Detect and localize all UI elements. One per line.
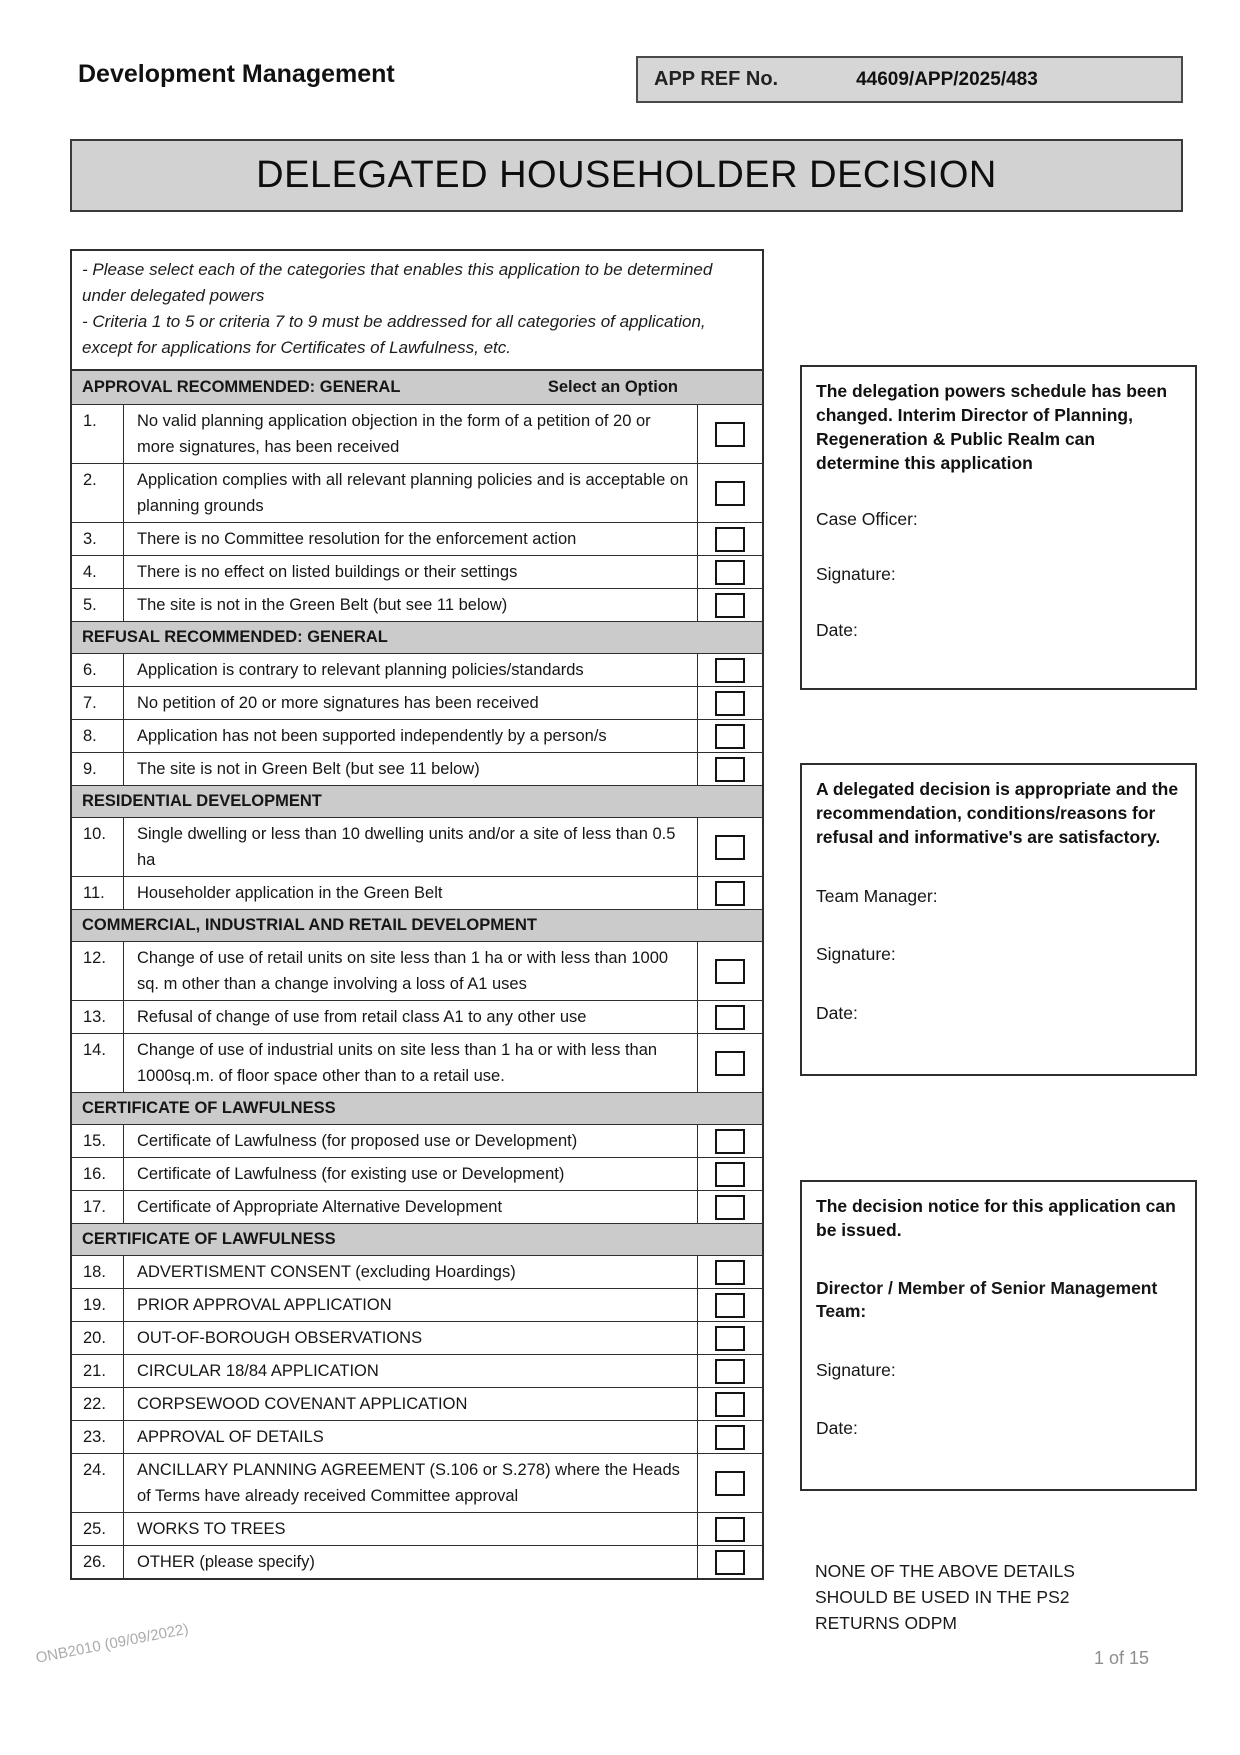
document-title: Development Management [78, 60, 395, 88]
criteria-number: 17. [72, 1191, 124, 1223]
criteria-text: APPROVAL OF DETAILS [124, 1421, 698, 1453]
criteria-checkbox-cell [698, 1001, 762, 1033]
criteria-row-18 [72, 1256, 762, 1289]
criteria-number: 4. [72, 556, 124, 588]
table-header-row [72, 371, 762, 405]
checkbox-item-19[interactable] [715, 1293, 745, 1318]
form-title: DELEGATED HOUSEHOLDER DECISION [256, 154, 997, 196]
criteria-checkbox-cell [698, 1125, 762, 1157]
criteria-text: Single dwelling or less than 10 dwelling units and/or a site of less than 0.5 ha [124, 818, 698, 876]
criteria-row-8 [72, 720, 762, 753]
criteria-number: 8. [72, 720, 124, 752]
criteria-text: Application complies with all relevant planning policies and is acceptable on planning grounds [124, 464, 698, 522]
checkbox-item-7[interactable] [715, 691, 745, 716]
signoff-field-label: Team Manager: [816, 885, 938, 906]
criteria-checkbox-cell [698, 942, 762, 1000]
criteria-number: 22. [72, 1388, 124, 1420]
decision-notice-box [800, 1180, 1197, 1491]
criteria-checkbox-cell [698, 654, 762, 686]
checkbox-item-25[interactable] [715, 1517, 745, 1542]
criteria-text: WORKS TO TREES [124, 1513, 698, 1545]
criteria-row-10 [72, 818, 762, 877]
criteria-number: 13. [72, 1001, 124, 1033]
criteria-checkbox-cell [698, 589, 762, 621]
checkbox-item-15[interactable] [715, 1129, 745, 1154]
checkbox-item-5[interactable] [715, 593, 745, 618]
criteria-number: 11. [72, 877, 124, 909]
signoff-field-label: Date: [816, 1417, 858, 1438]
checkbox-item-17[interactable] [715, 1195, 745, 1220]
criteria-row-2 [72, 464, 762, 523]
delegation-statement: The delegation powers schedule has been changed. Interim Director of Planning, Regeneration & Public Realm can determine this application [816, 381, 1168, 473]
criteria-text: The site is not in the Green Belt (but see 11 below) [124, 589, 698, 621]
criteria-row-23 [72, 1421, 762, 1454]
checkbox-item-8[interactable] [715, 724, 745, 749]
criteria-text: Change of use of industrial units on site less than 1 ha or with less than 1000sq.m. of floor space other than to a retail use. [124, 1034, 698, 1092]
criteria-number: 10. [72, 818, 124, 876]
checkbox-item-20[interactable] [715, 1326, 745, 1351]
signoff-field-label: Date: [816, 619, 858, 640]
criteria-text: Change of use of retail units on site less than 1 ha or with less than 1000 sq. m other than a change involving a loss of A1 uses [124, 942, 698, 1000]
watermark-stamp: ONB2010 (09/09/2022) [34, 1620, 190, 1667]
criteria-row-26 [72, 1546, 762, 1578]
criteria-column [70, 249, 764, 1580]
criteria-row-22 [72, 1388, 762, 1421]
criteria-number: 16. [72, 1158, 124, 1190]
criteria-row-7 [72, 687, 762, 720]
criteria-text: Application is contrary to relevant planning policies/standards [124, 654, 698, 686]
criteria-text: OTHER (please specify) [124, 1546, 698, 1578]
delegation-powers-box [800, 365, 1197, 690]
checkbox-item-3[interactable] [715, 527, 745, 552]
criteria-text: There is no effect on listed buildings or their settings [124, 556, 698, 588]
section-header-row [72, 1093, 762, 1125]
criteria-number: 26. [72, 1546, 124, 1578]
criteria-row-14 [72, 1034, 762, 1093]
section-title: CERTIFICATE OF LAWFULNESS [82, 1230, 336, 1248]
checkbox-item-10[interactable] [715, 835, 745, 860]
criteria-number: 14. [72, 1034, 124, 1092]
checkbox-item-14[interactable] [715, 1051, 745, 1076]
criteria-row-16 [72, 1158, 762, 1191]
criteria-number: 23. [72, 1421, 124, 1453]
criteria-checkbox-cell [698, 1289, 762, 1321]
section-header-row [72, 1224, 762, 1256]
select-option-label: Select an Option [547, 378, 678, 396]
form-title-banner [70, 139, 1183, 212]
criteria-text: There is no Committee resolution for the enforcement action [124, 523, 698, 555]
criteria-checkbox-cell [698, 556, 762, 588]
criteria-checkbox-cell [698, 1513, 762, 1545]
app-ref-value: 44609/APP/2025/483 [856, 68, 1038, 90]
criteria-checkbox-cell [698, 464, 762, 522]
section-title: APPROVAL RECOMMENDED: GENERAL [82, 378, 401, 396]
criteria-text: Certificate of Lawfulness (for existing use or Development) [124, 1158, 698, 1190]
ps2-returns-note: NONE OF THE ABOVE DETAILS SHOULD BE USED IN THE PS2 RETURNS ODPM [815, 1561, 1075, 1633]
criteria-number: 3. [72, 523, 124, 555]
criteria-row-19 [72, 1289, 762, 1322]
checkbox-item-23[interactable] [715, 1425, 745, 1450]
page-indicator: 1 of 15 [1094, 1648, 1150, 1668]
notice-statement: The decision notice for this application can be issued. [816, 1196, 1176, 1240]
criteria-number: 21. [72, 1355, 124, 1387]
criteria-checkbox-cell [698, 1034, 762, 1092]
criteria-checkbox-cell [698, 1158, 762, 1190]
app-ref-box [636, 56, 1183, 103]
criteria-text: Certificate of Appropriate Alternative Development [124, 1191, 698, 1223]
criteria-text: ADVERTISMENT CONSENT (excluding Hoardings) [124, 1256, 698, 1288]
signoff-field-label: Date: [816, 1002, 858, 1023]
checkbox-item-24[interactable] [715, 1471, 745, 1496]
criteria-text: Application has not been supported independently by a person/s [124, 720, 698, 752]
criteria-text: OUT-OF-BOROUGH OBSERVATIONS [124, 1322, 698, 1354]
criteria-row-5 [72, 589, 762, 622]
criteria-checkbox-cell [698, 405, 762, 463]
checkbox-item-9[interactable] [715, 757, 745, 782]
criteria-number: 24. [72, 1454, 124, 1512]
decision-table [70, 371, 764, 1580]
criteria-number: 1. [72, 405, 124, 463]
criteria-row-11 [72, 877, 762, 910]
criteria-text: ANCILLARY PLANNING AGREEMENT (S.106 or S.278) where the Heads of Terms have already received Committee approval [124, 1454, 698, 1512]
section-title: RESIDENTIAL DEVELOPMENT [82, 792, 322, 810]
section-title: REFUSAL RECOMMENDED: GENERAL [82, 628, 388, 646]
criteria-checkbox-cell [698, 687, 762, 719]
criteria-text: Householder application in the Green Belt [124, 877, 698, 909]
checkbox-item-18[interactable] [715, 1260, 745, 1285]
criteria-text: CORPSEWOOD COVENANT APPLICATION [124, 1388, 698, 1420]
criteria-number: 19. [72, 1289, 124, 1321]
criteria-row-12 [72, 942, 762, 1001]
criteria-checkbox-cell [698, 1191, 762, 1223]
criteria-row-6 [72, 654, 762, 687]
criteria-checkbox-cell [698, 1454, 762, 1512]
checkbox-item-6[interactable] [715, 658, 745, 683]
signoff-field-label: Director / Member of Senior Management Team: [816, 1278, 1158, 1322]
delegated-decision-box [800, 763, 1197, 1076]
criteria-text: Refusal of change of use from retail class A1 to any other use [124, 1001, 698, 1033]
criteria-row-17 [72, 1191, 762, 1224]
checkbox-item-26[interactable] [715, 1550, 745, 1575]
instruction-line-1: - Please select each of the categories that enables this application to be determined under delegated powers [82, 260, 713, 305]
checkbox-item-2[interactable] [715, 481, 745, 506]
checkbox-item-12[interactable] [715, 959, 745, 984]
signoff-field-label: Signature: [816, 564, 896, 584]
criteria-text: PRIOR APPROVAL APPLICATION [124, 1289, 698, 1321]
criteria-row-4 [72, 556, 762, 589]
criteria-checkbox-cell [698, 1322, 762, 1354]
criteria-text: No valid planning application objection in the form of a petition of 20 or more signatures, has been received [124, 405, 698, 463]
criteria-checkbox-cell [698, 818, 762, 876]
criteria-checkbox-cell [698, 1256, 762, 1288]
app-ref-label: APP REF No. [654, 68, 779, 90]
criteria-number: 12. [72, 942, 124, 1000]
checkbox-item-4[interactable] [715, 560, 745, 585]
criteria-number: 7. [72, 687, 124, 719]
criteria-number: 2. [72, 464, 124, 522]
checkbox-item-21[interactable] [715, 1359, 745, 1384]
criteria-checkbox-cell [698, 753, 762, 785]
criteria-checkbox-cell [698, 720, 762, 752]
criteria-checkbox-cell [698, 1388, 762, 1420]
instruction-line-2: - Criteria 1 to 5 or criteria 7 to 9 must be addressed for all categories of application, except for applications for Certificates of Lawfulness, etc. [82, 312, 706, 357]
criteria-text: The site is not in Green Belt (but see 11 below) [124, 753, 698, 785]
criteria-checkbox-cell [698, 1421, 762, 1453]
criteria-checkbox-cell [698, 523, 762, 555]
checkbox-item-22[interactable] [715, 1392, 745, 1417]
criteria-row-1 [72, 405, 762, 464]
signoff-fields [816, 1242, 1181, 1479]
signoff-field-label: Signature: [816, 944, 896, 964]
checkbox-item-1[interactable] [715, 422, 745, 447]
checkbox-item-13[interactable] [715, 1005, 745, 1030]
criteria-row-21 [72, 1355, 762, 1388]
criteria-number: 18. [72, 1256, 124, 1288]
signoff-field-label: Case Officer: [816, 508, 918, 529]
section-title: COMMERCIAL, INDUSTRIAL AND RETAIL DEVELOPMENT [82, 916, 537, 934]
criteria-checkbox-cell [698, 877, 762, 909]
signoff-fields [816, 849, 1181, 1064]
checkbox-item-16[interactable] [715, 1162, 745, 1187]
section-header-row [72, 910, 762, 942]
criteria-number: 25. [72, 1513, 124, 1545]
section-header-row [72, 786, 762, 818]
decision-statement: A delegated decision is appropriate and the recommendation, conditions/reasons for refusal and informative's are satisfactory. [816, 779, 1179, 847]
section-title: CERTIFICATE OF LAWFULNESS [82, 1099, 336, 1117]
criteria-text: No petition of 20 or more signatures has been received [124, 687, 698, 719]
criteria-checkbox-cell [698, 1546, 762, 1578]
criteria-number: 20. [72, 1322, 124, 1354]
checkbox-item-11[interactable] [715, 881, 745, 906]
criteria-row-3 [72, 523, 762, 556]
instructions-box [70, 249, 764, 371]
criteria-checkbox-cell [698, 1355, 762, 1387]
criteria-row-25 [72, 1513, 762, 1546]
criteria-number: 5. [72, 589, 124, 621]
section-header-row [72, 622, 762, 654]
criteria-row-9 [72, 753, 762, 786]
criteria-row-15 [72, 1125, 762, 1158]
criteria-number: 6. [72, 654, 124, 686]
criteria-text: Certificate of Lawfulness (for proposed use or Development) [124, 1125, 698, 1157]
signoff-fields [816, 475, 1181, 678]
criteria-row-20 [72, 1322, 762, 1355]
signoff-field-label: Signature: [816, 1359, 896, 1380]
criteria-number: 15. [72, 1125, 124, 1157]
criteria-text: CIRCULAR 18/84 APPLICATION [124, 1355, 698, 1387]
criteria-row-24 [72, 1454, 762, 1513]
criteria-number: 9. [72, 753, 124, 785]
criteria-row-13 [72, 1001, 762, 1034]
